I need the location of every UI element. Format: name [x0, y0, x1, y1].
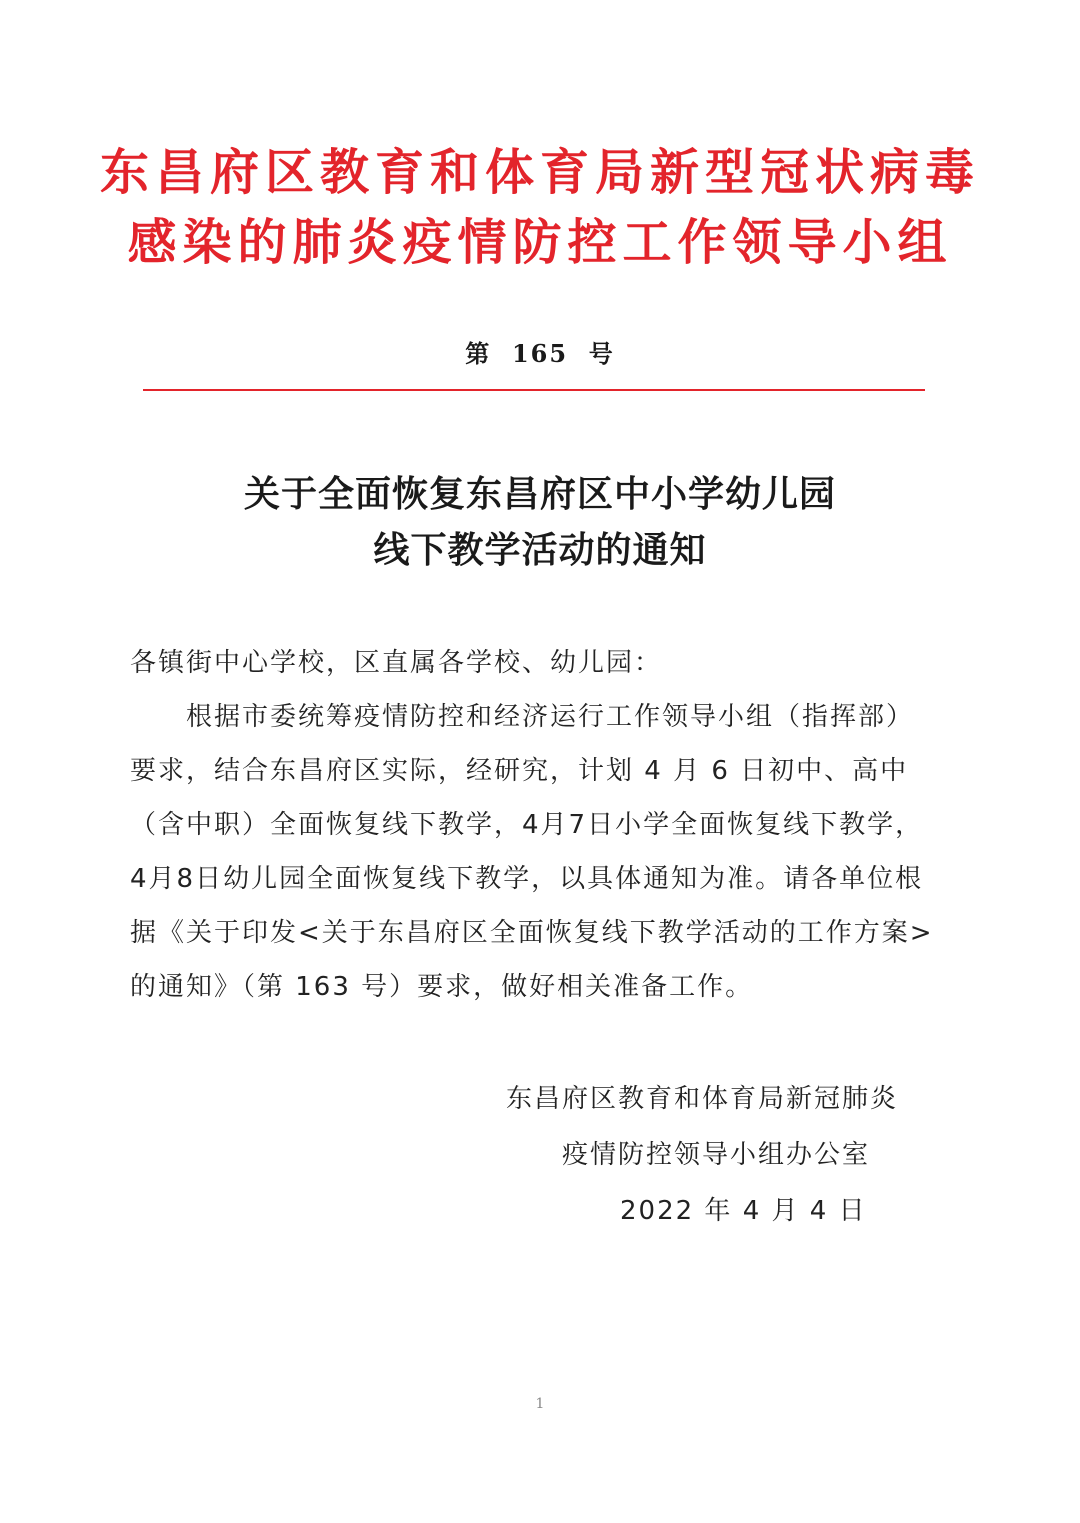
salutation: 各镇街中心学校，区直属各学校、幼儿园：: [130, 648, 663, 678]
body-paragraph: [130, 690, 950, 1014]
body-line: 据《关于印发<关于东昌府区全面恢复线下教学活动的工作方案>: [130, 918, 934, 948]
signature-org-line-2: 疫情防控领导小组办公室: [562, 1140, 871, 1170]
body-line: 根据市委统筹疫情防控和经济运行工作领导小组（指挥部）: [186, 702, 915, 732]
notice-title-line-2: 线下教学活动的通知: [373, 530, 707, 571]
body-line: （含中职）全面恢复线下教学，4月7日小学全面恢复线下教学，: [130, 810, 924, 840]
body-line: 的通知》（第 163 号）要求，做好相关准备工作。: [130, 972, 754, 1002]
issuer-header-line-2: 感染的肺炎疫情防控工作领导小组: [127, 214, 953, 271]
signature-date: 2022 年 4 月 4 日: [620, 1196, 867, 1226]
document-number: 第 165 号: [465, 339, 615, 368]
notice-title-line-1: 关于全面恢复东昌府区中小学幼儿园: [243, 474, 836, 515]
signature-org-line-1: 东昌府区教育和体育局新冠肺炎: [506, 1084, 899, 1114]
body-line: 要求，结合东昌府区实际，经研究，计划 4 月 6 日初中、高中: [130, 756, 909, 786]
page-number: 1: [535, 1396, 545, 1412]
body-line: 4月8日幼儿园全面恢复线下教学，以具体通知为准。请各单位根: [130, 864, 924, 894]
red-divider-line: [143, 389, 925, 391]
issuer-header-line-1: 东昌府区教育和体育局新型冠状病毒: [99, 144, 980, 201]
